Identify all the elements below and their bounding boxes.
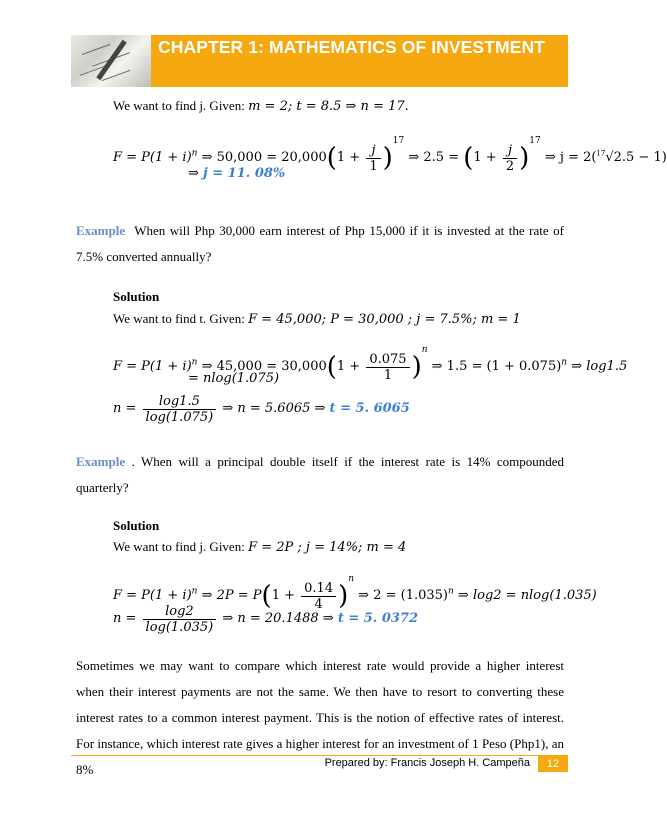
block1-eq-d: ⇒ j = 2( [540,150,597,165]
example2-eq-d: ⇒ log2 = nlog(1.035) [453,588,597,603]
example1-n-lhs: n = [113,401,141,416]
example2-n-equation [113,600,418,636]
example2-eq-a: F = P(1 + i) [113,588,192,603]
example2-n-lhs: n = [113,611,141,626]
block1-equation: $F = P(1 + i)^n$ ⇒ 50,000 = 20,000(1 + $\frac{j}{1}$ )$^{17}$ ⇒ 2.5 = (1 + $\frac{j}{2}$ )$^{17}$ ⇒ j = 2($^{17}$√2.5 − 1) [113,136,667,174]
example2-n-rhs: ⇒ n = 20.1488 ⇒ [218,611,338,626]
example1-label: Example [76,223,126,238]
page-number: 12 [538,756,568,772]
example1-eq-a: F = P(1 + i) [113,359,192,374]
example2-solution-label: Solution [113,518,160,533]
example1-eq-e [188,370,279,387]
block1-given-math: m = 2; t = 8.5 ⇒ n = 17. [248,99,409,114]
block1-frac1-den: 1 [369,158,378,174]
example1-eq-a-sup: n [191,357,198,368]
example1-exp: n [421,345,428,355]
block1-frac1 [366,143,380,174]
example2-given-math: F = 2P ; j = 14%; m = 4 [248,540,407,555]
block1-eq-b: ⇒ 50,000 = 20,000 [197,150,327,165]
block1-result-line [188,165,285,182]
block1-exp2: 17 [529,136,541,146]
example2-given-line [113,539,406,556]
block1-given-text: We want to find j. Given: [113,98,249,113]
example2-equation: $F = P(1 + i)^n$ ⇒ 2P = P(1 + $\frac{0.14}{4}$ )$^n$ ⇒ $2 = (1.035)^n$ ⇒ log2 = nlog(1.035) [113,574,597,612]
block1-frac2-den: 2 [505,158,515,174]
block1-result-prefix: ⇒ [188,166,204,181]
example2-exp: n [348,574,355,584]
example2-label: Example [76,454,126,469]
block1-root-body: √2.5 − 1) [605,150,667,165]
example2-eq-c-sup: n [448,586,454,597]
example2-eq-a-sup: n [191,586,198,597]
example2-eq-c: ⇒ 2 = (1.035) [354,588,448,603]
example1-given-math: F = 45,000; P = 30,000 ; j = 7.5%; m = 1 [248,312,521,327]
example2-n-frac-num: log2 [143,604,217,620]
block1-exp1: 17 [392,136,405,146]
example1-equation: $F = P(1 + i)^n$ ⇒ 45,000 = 30,000(1 + $\frac{0.075}{1}$ )$^n$ ⇒ $1.5 = (1 + 0.075)^n$ ⇒ log1.5 [113,345,628,383]
example1-given-text: We want to find t. Given: [113,311,249,326]
example2-text: . When will a principal double itself if the interest rate is 14% compounded quarterly? [76,454,564,495]
example2-n-frac [143,604,217,635]
example1-frac-den: 1 [383,367,393,383]
example1-text: When will Php 30,000 earn interest of Php 15,000 if it is invested at the rate of 7.5% converted annually? [76,223,565,264]
block1-frac2 [503,143,517,174]
example2-n-frac-den: log(1.035) [145,619,214,635]
block1-frac1-num: j [366,143,380,159]
example2-statement [76,449,564,501]
example2-given-text: We want to find j. Given: [113,539,249,554]
example1-eq-e-text: = nlog(1.075) [188,371,280,386]
example2-result: t = 5. 0372 [337,611,419,626]
example1-eq-d: ⇒ log1.5 [567,359,628,374]
pen-icon [96,40,126,81]
block1-eq-c: ⇒ 2.5 = [404,150,464,165]
block1-result: j = 11. 08% [203,166,286,181]
example1-result: t = 5. 6065 [329,401,410,416]
header-image [71,35,151,87]
block1-eq-a: F = P(1 + i) [113,150,192,165]
example1-n-frac-num: log1.5 [143,394,217,410]
closing-paragraph: Sometimes we may want to compare which interest rate would provide a higher interest when their interest payments are not the same. We then have to resort to converting these interest rates to a common interest payment. This is the notion of effective rates of interest. For instance, which interest rate gives a higher interest for an investment of 1 Peso (Php1), an 8% [76,658,564,777]
example1-n-frac [143,394,217,425]
example1-frac [366,352,409,383]
example1-eq-b: ⇒ 45,000 = 30,000 [197,359,327,374]
example2-frac-den: 4 [314,596,323,612]
example1-eq-c-sup: n [561,357,568,368]
block1-eq-a-sup: n [191,148,198,159]
block1-root-index: 17 [596,149,606,158]
block1-given-line [113,98,409,115]
example2-frac-num: 0.14 [301,581,336,597]
footer-credit: Prepared by: Francis Joseph H. Campeña [324,757,530,769]
example1-eq-c: ⇒ 1.5 = (1 + 0.075) [427,359,562,374]
example1-solution-label: Solution [113,289,160,304]
example1-statement [76,218,564,270]
example1-n-equation [113,390,410,426]
example1-n-frac-den: log(1.075) [145,409,214,425]
example2-eq-b: ⇒ 2P = P [197,588,262,603]
example1-given-line [113,311,521,328]
chapter-title: CHAPTER 1: MATHEMATICS OF INVESTMENT [158,37,545,57]
example1-frac-num: 0.075 [366,352,409,368]
block1-frac2-num: j [503,143,517,159]
example1-n-rhs: ⇒ n = 5.6065 ⇒ [218,401,330,416]
